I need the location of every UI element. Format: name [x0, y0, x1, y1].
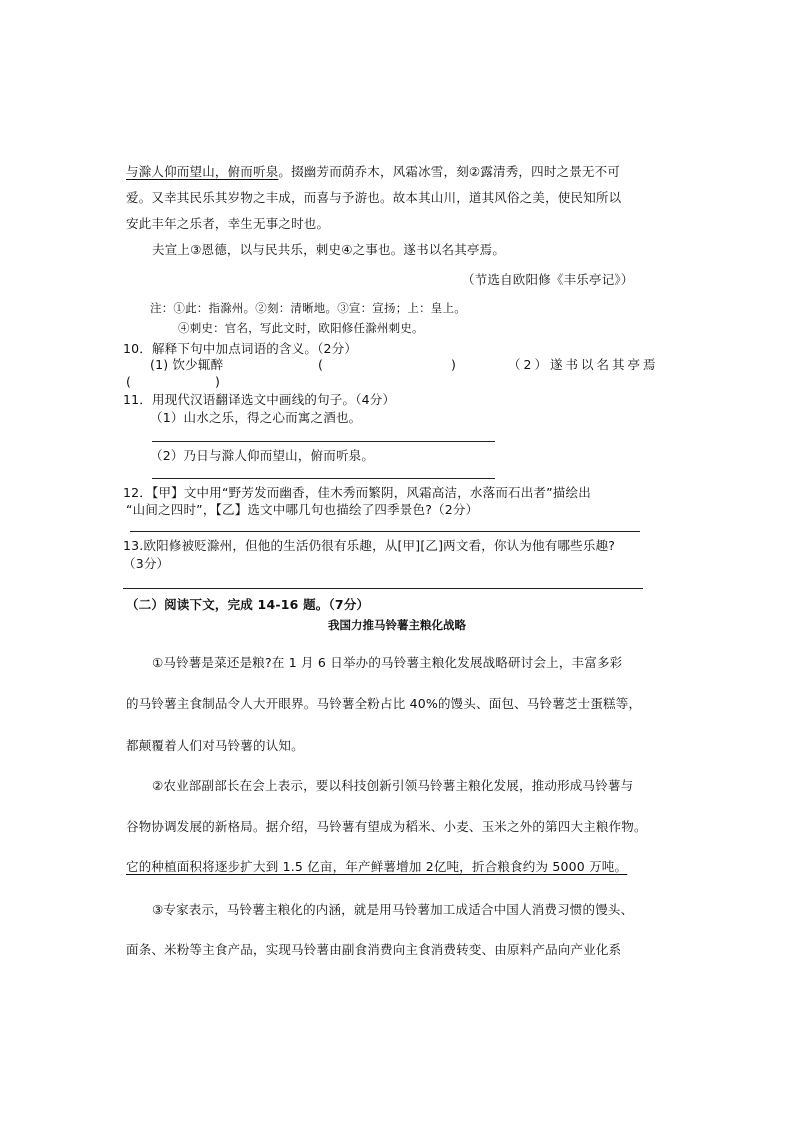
section-divider	[123, 588, 643, 589]
answer-line[interactable]	[152, 441, 495, 442]
question-12-line-2: “山间之四时”，【乙】选文中哪几句也描绘了四季景色?（2分）	[126, 502, 479, 517]
annotation-note: ④刺史：官名，写此文时，欧阳修任滁州刺史。	[178, 321, 424, 335]
question-12-line-1: 12．【甲】文中用“野芳发而幽香，佳木秀而繁阴，风霜高洁，水落而石出者”描绘出	[123, 485, 591, 500]
answer-paren-open: (	[318, 357, 324, 372]
question-10-item-2: （2）遂书以名其亭焉	[508, 357, 659, 372]
article-paragraph-line: 面条、米粉等主食产品，实现马铃薯由副食消费向主食消费转变、由原料产品向产业化系	[126, 942, 622, 957]
article-paragraph-line: 的马铃薯主食制品令人大开眼界。马铃薯全粉占比 40%的馒头、面包、马铃薯芝士蛋糕等，	[126, 696, 642, 711]
article-paragraph-line: ①马铃薯是菜还是粮?在 1 月 6 日举办的马铃薯主粮化发展战略研讨会上，丰富多彩	[152, 655, 623, 670]
passage-line: 爱。又幸其民乐其岁物之丰成，而喜与予游也。故本其山川，道其风俗之美，使民知所以	[126, 190, 622, 205]
answer-paren-open: (	[126, 374, 132, 389]
passage-line	[126, 164, 620, 180]
question-13-line-2: （3分）	[123, 556, 170, 571]
article-title: 我国力推马铃薯主粮化战略	[328, 618, 466, 632]
article-paragraph-line: ③专家表示，马铃薯主粮化的内涵，就是用马铃薯加工成适合中国人消费习惯的馒头、	[152, 902, 634, 917]
answer-line[interactable]	[130, 531, 640, 532]
source-citation: （节选自欧阳修《丰乐亭记》）	[462, 272, 634, 287]
question-10: 10．解释下句中加点词语的含义。（2分）	[123, 341, 358, 356]
article-paragraph-line: 都颠覆着人们对马铃薯的认知。	[126, 738, 304, 753]
question-11-item-1: （1）山水之乐，得之心而寓之酒也。	[150, 410, 362, 425]
answer-paren-close: )	[215, 374, 221, 389]
question-13-line-1: 13.欧阳修被贬滁州，但他的生活仍很有乐趣，从[甲][乙]两文看，你认为他有哪些乐趣?	[123, 538, 616, 553]
article-paragraph-line: ②农业部副部长在会上表示，要以科技创新引领马铃薯主粮化发展，推动形成马铃薯与	[152, 778, 634, 793]
underlined-sentence: 与滁人仰而望山，俯而听泉	[126, 164, 279, 179]
answer-line[interactable]	[152, 478, 495, 479]
answer-paren-close: )	[451, 357, 457, 372]
question-10-item-1: (1) 饮少辄醉	[150, 357, 224, 372]
passage-line: 安此丰年之乐者，幸生无事之时也。	[126, 216, 330, 231]
passage-text: 。掇幽芳而荫乔木，风霜冰雪，刻②露清秀，四时之景无不可	[278, 164, 621, 179]
question-11: 11．用现代汉语翻译选文中画线的句子。（4分）	[123, 392, 396, 407]
article-paragraph-line: 谷物协调发展的新格局。据介绍，马铃薯有望成为稻米、小麦、玉米之外的第四大主粮作物。	[126, 819, 647, 834]
question-11-item-2: （2）乃日与滁人仰而望山，俯而听泉。	[150, 448, 375, 463]
passage-paragraph: 夫宣上③恩德，以与民共乐，刺史④之事也。遂书以名其亭焉。	[152, 242, 506, 257]
annotation-note: 注：①此：指滁州。②刻：清晰地。③宣：宣扬；上：皇上。	[150, 301, 466, 315]
section-heading: （二）阅读下文，完成 14-16 题。（7分）	[126, 597, 370, 612]
underlined-sentence: 它的种植面积将逐步扩大到 1.5 亿亩，年产鲜薯增加 2亿吨，折合粮食约为 5000 万吨。	[126, 859, 628, 874]
